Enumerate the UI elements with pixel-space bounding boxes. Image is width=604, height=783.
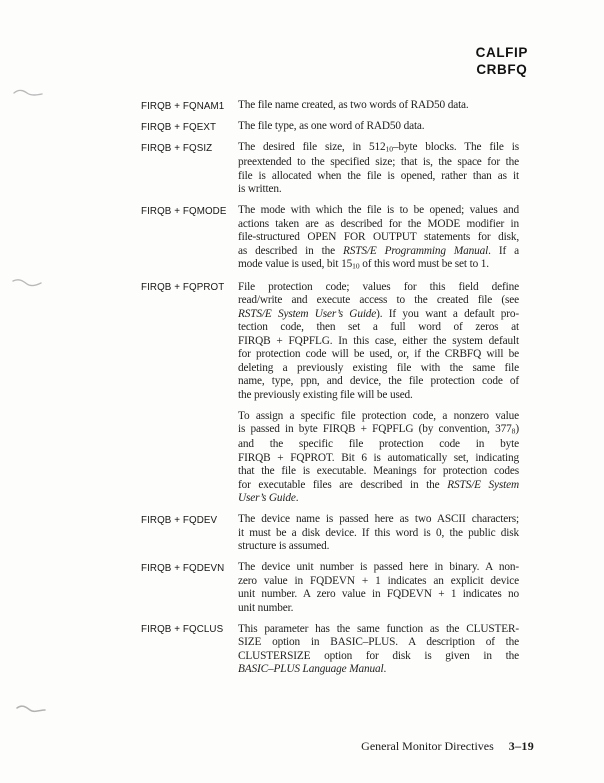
text-line: file is allocated when the file is opened, rather than as it [238, 169, 519, 182]
directive-name-calfip: CALFIP [475, 45, 528, 60]
text-line: and the specific file protection code in byte [238, 438, 519, 450]
term-label: FIRQB + FQSIZ [141, 142, 213, 154]
text-line: as described in the RSTS/E Programming Manual. If a [238, 244, 519, 257]
text-line: structure is assumed. [238, 540, 330, 552]
term-label: FIRQB + FQMODE [141, 205, 227, 217]
text-line: The mode with which the file is to be opened; values and [238, 204, 519, 216]
directive-name-crbfq: CRBFQ [476, 61, 528, 77]
text-line: To assign a specific file protection code, a nonzero value [238, 409, 519, 422]
term-description [238, 120, 519, 134]
definition-entry [141, 204, 519, 273]
text-line: RSTS/E System User’s Guide). If you want a default pro- [238, 307, 520, 320]
text-line: The file name created, as two words of RAD50 data. [238, 99, 469, 111]
text-line: unit number. A zero value in FQDEVN + 1 indicates no [238, 588, 519, 600]
text-line: file-structured OPEN FOR OUTPUT statements for disk, [238, 231, 519, 243]
text-line: for executable files are described in the RSTS/E System [238, 478, 519, 491]
term-description [238, 561, 519, 615]
margin-mark [12, 276, 42, 290]
text-line: zero value in FQDEVN + 1 indicates an explicit device [238, 574, 519, 587]
definition-entry [141, 141, 519, 197]
footer-section-title: General Monitor Directives [361, 739, 494, 753]
description-paragraph [238, 120, 519, 134]
text-line: mode value is used, bit 1510 of this word must be set to 1. [238, 258, 489, 271]
text-line: BASIC–PLUS Language Manual. [238, 663, 387, 675]
definition-entry [141, 561, 519, 615]
text-line: that the file is executable. Meanings for protection codes [238, 465, 519, 477]
text-line: for protection code will be used, or, if the CRBFQ will be [238, 348, 519, 360]
description-paragraph [238, 99, 519, 113]
term-description [238, 281, 519, 506]
term-description [238, 141, 519, 197]
margin-mark [16, 702, 46, 716]
text-line: User’s Guide. [238, 492, 299, 504]
text-line: name, type, ppn, and device, the file protection code of [238, 375, 519, 387]
definition-entry [141, 281, 519, 506]
term-label: FIRQB + FQDEV [141, 514, 218, 526]
text-line: The device unit number is passed here in binary. A non- [238, 561, 519, 573]
page-header [476, 45, 528, 78]
term-description [238, 99, 519, 113]
term-label: FIRQB + FQNAM1 [141, 100, 225, 112]
text-line: actions taken are as described for the MODE modifier in [238, 217, 519, 230]
text-line: The device name is passed here as two ASCII characters; [238, 513, 519, 525]
description-paragraph [238, 141, 519, 197]
text-line: is passed in byte FIRQB + FQPFLG (by convention, 3778) [238, 423, 519, 436]
text-line: The file type, as one word of RAD50 data. [238, 120, 425, 132]
text-line: read/write and execute access to the created file (see [238, 294, 519, 306]
term-label: FIRQB + FQDEVN [141, 562, 225, 574]
description-paragraph [238, 204, 519, 273]
description-paragraph [238, 623, 519, 677]
term-label: FIRQB + FQEXT [141, 121, 217, 133]
footer-page-number: 3–19 [508, 739, 534, 753]
margin-mark [13, 86, 43, 100]
term-label: FIRQB + FQPROT [141, 282, 225, 293]
definition-list [141, 99, 519, 684]
text-line: preextended to the specified size; that is, the space for the [238, 156, 519, 168]
text-line: it must be a disk device. If this word is 0, the public disk [238, 526, 519, 539]
text-line: tection code, then set a full word of zeros at [238, 321, 519, 333]
text-line: is written. [238, 183, 282, 195]
text-line: This parameter has the same function as the CLUSTER- [238, 622, 519, 635]
text-line: the previously existing file will be used. [238, 388, 413, 401]
definition-entry [141, 120, 519, 134]
description-paragraph [238, 410, 519, 506]
text-line: SIZE option in BASIC–PLUS. A description of the [238, 636, 519, 648]
description-paragraph [238, 281, 519, 403]
text-line: unit number. [238, 601, 294, 614]
text-line: The desired file size, in 51210–byte blocks. The file is [238, 141, 519, 154]
term-description [238, 623, 519, 677]
page-footer [361, 739, 534, 754]
text-line: deleting a previously existing file with the same file [238, 361, 519, 374]
definition-entry [141, 623, 519, 677]
text-line: CLUSTERSIZE option for disk is given in the [238, 649, 519, 662]
description-paragraph [238, 513, 519, 554]
definition-entry [141, 99, 519, 113]
text-line: File protection code; values for this field define [238, 280, 519, 293]
text-line: FIRQB + FQPFLG. In this case, either the system default [238, 334, 519, 347]
term-description [238, 513, 519, 554]
description-paragraph [238, 561, 519, 615]
definition-entry [141, 513, 519, 554]
term-description [238, 204, 519, 273]
term-label: FIRQB + FQCLUS [141, 624, 224, 635]
text-line: FIRQB + FQPROT. Bit 6 is automatically set, indicating [238, 451, 519, 464]
